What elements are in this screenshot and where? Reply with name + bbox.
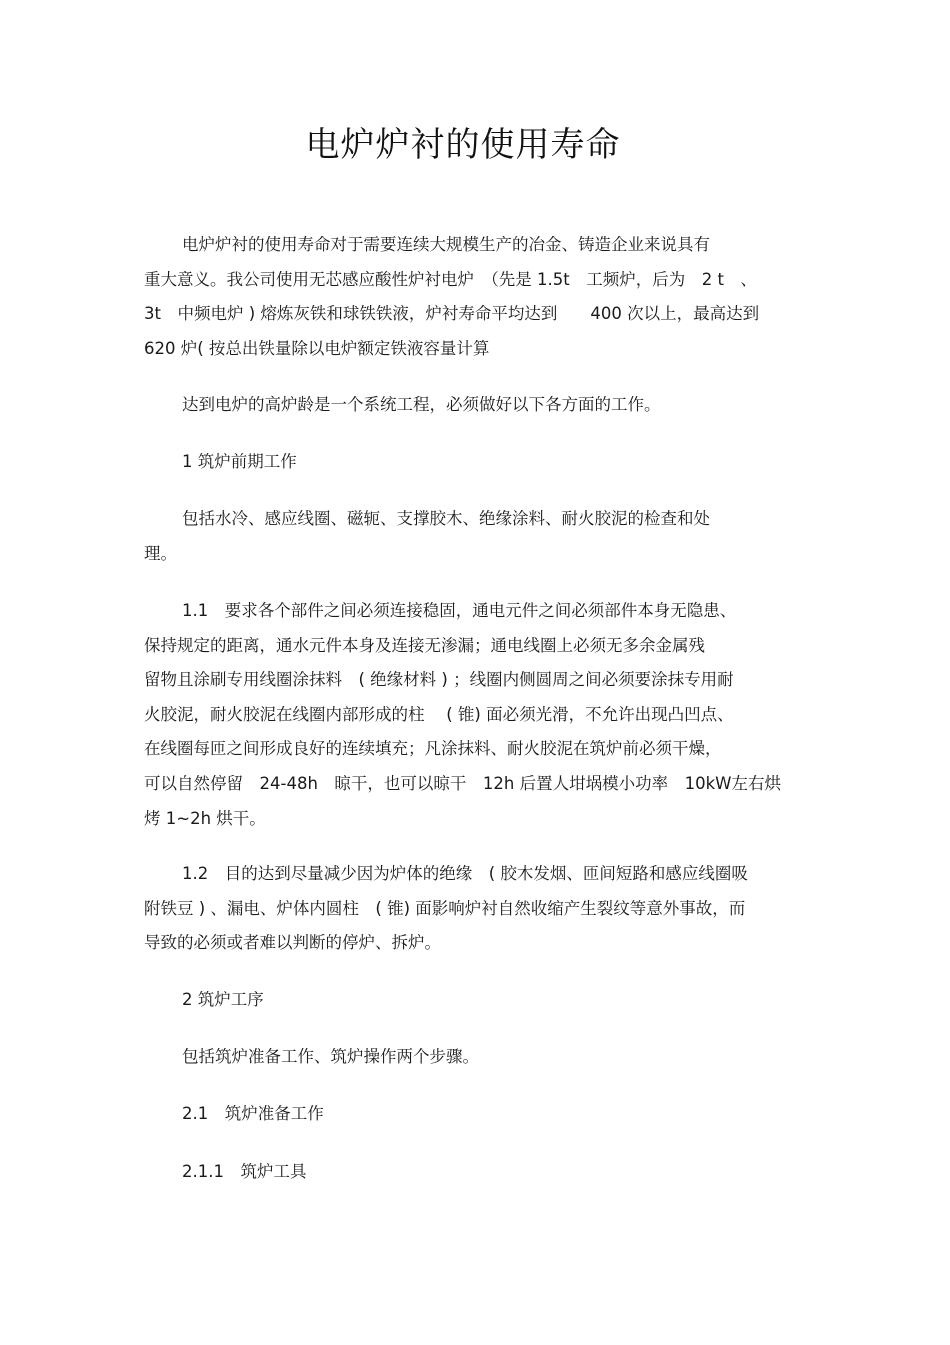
section-heading-1 (144, 445, 794, 480)
text-line: 烤 1~2h 烘干。 (144, 808, 266, 828)
heading-text: 2 筑炉工序 (182, 990, 264, 1009)
text-line: 在线圈每匝之间形成良好的连续填充；凡涂抹料、耐火胶泥在筑炉前必须干燥， (144, 739, 722, 759)
text-line: 留物且涂刷专用线圈涂抹料 ( 绝缘材料 ) ；线圈内侧圆周之间必须要涂抹专用耐 (144, 670, 734, 690)
text-line: 保持规定的距离，通水元件本身及连接无渗漏；通电线圈上必须无多余金属残 (144, 635, 705, 655)
text-line: 包括水冷、感应线圈、磁轭、支撑胶木、绝缘涂料、耐火胶泥的检查和处 (182, 509, 710, 528)
paragraph-section-1-1 (144, 594, 794, 836)
text-line: 重大意义。我公司使用无芯感应酸性炉衬电炉 （先是 1.5t 工频炉，后为 2 t 、 (144, 269, 757, 289)
text-line: 电炉炉衬的使用寿命对于需要连续大规模生产的冶金、铸造企业来说具有 (182, 235, 710, 254)
text-line: 包括筑炉准备工作、筑炉操作两个步骤。 (182, 1047, 479, 1066)
paragraph-steps (144, 1040, 794, 1075)
heading-text: 1 筑炉前期工作 (182, 452, 297, 471)
text-line: 导致的必须或者难以判断的停炉、拆炉。 (144, 933, 441, 953)
text-line: 火胶泥，耐火胶泥在线圈内部形成的柱 ( 锥) 面必须光滑，不允许出现凸凹点、 (144, 704, 734, 724)
paragraph-inspection (144, 502, 794, 571)
paragraph-overview (144, 388, 794, 423)
heading-text: 2.1.1 筑炉工具 (182, 1162, 307, 1181)
text-line: 1.1 要求各个部件之间必须连接稳固，通电元件之间必须部件本身无隐患、 (182, 601, 737, 620)
text-line: 620 炉( 按总出铁量除以电炉额定铁液容量计算 (144, 338, 490, 358)
section-heading-2-1 (144, 1097, 794, 1132)
paragraph-section-1-2 (144, 857, 794, 961)
text-line: 附铁豆 ) 、漏电、炉体内圆柱 ( 锥) 面影响炉衬自然收缩产生裂纹等意外事故，而 (144, 898, 746, 918)
text-line: 1.2 目的达到尽量减少因为炉体的绝缘 ( 胶木发烟、匝间短路和感应线圈吸 (182, 864, 748, 883)
paragraph-intro (144, 228, 794, 366)
text-line: 可以自然停留 24-48h 晾干，也可以晾干 12h 后置人坩埚模小功率 10kW左右烘 (144, 773, 781, 793)
text-line: 理。 (144, 543, 177, 563)
section-heading-2 (144, 983, 794, 1018)
page-title: 电炉炉衬的使用寿命 (305, 125, 621, 165)
heading-text: 2.1 筑炉准备工作 (182, 1104, 324, 1123)
section-heading-2-1-1 (144, 1155, 794, 1190)
text-line: 3t 中频电炉 ) 熔炼灰铁和球铁铁液，炉衬寿命平均达到 400 次以上，最高达到 (144, 304, 760, 324)
text-line: 达到电炉的高炉龄是一个系统工程，必须做好以下各方面的工作。 (182, 395, 661, 414)
